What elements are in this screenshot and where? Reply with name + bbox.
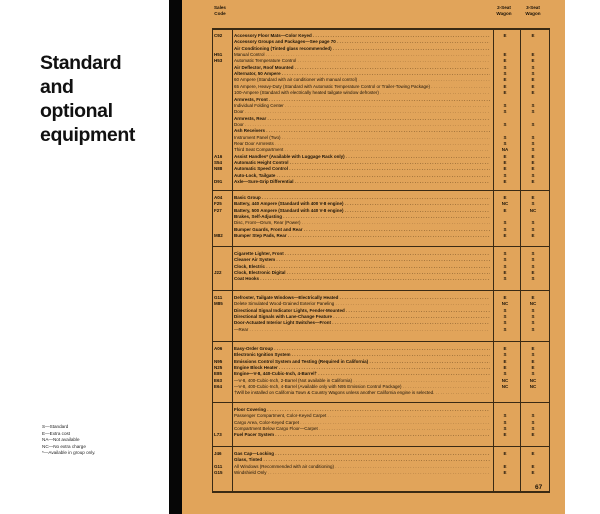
- equipment-description: Manual Control . . .: [234, 52, 490, 58]
- three-seat-availability: S: [531, 263, 535, 269]
- two-seat-availability: S: [503, 413, 507, 419]
- three-seat-availability: S: [531, 371, 535, 377]
- equipment-description: 100-Ampere (Standard with electrically heated tailgate window defroster) . . .: [234, 90, 490, 96]
- equipment-description: Delete Simulated Wood-Grained Exterior Paneling . . .: [234, 301, 490, 307]
- sales-code: E63: [214, 377, 223, 383]
- equipment-description: Axle—Sure-Grip Differential . . .: [234, 179, 490, 185]
- black-margin-bar: [169, 0, 182, 514]
- two-seat-availability: E: [503, 160, 507, 165]
- three-seat-availability: S: [531, 352, 535, 358]
- table-row: [182, 346, 565, 352]
- three-seat-availability: E: [531, 77, 535, 83]
- two-seat-availability: S: [503, 134, 507, 140]
- sales-code: F25: [214, 201, 222, 207]
- table-row: [182, 432, 565, 438]
- two-seat-availability: E: [503, 83, 507, 89]
- three-seat-availability: NC: [529, 301, 537, 307]
- sales-code: H51: [214, 52, 223, 58]
- sales-code: L73: [214, 432, 222, 438]
- two-seat-availability: NC: [501, 301, 509, 307]
- two-seat-availability: E: [503, 470, 507, 476]
- two-seat-availability: E: [503, 270, 507, 276]
- table-row: [182, 195, 565, 201]
- sales-code: A16: [214, 153, 223, 159]
- table-row: [182, 457, 565, 463]
- three-seat-availability: E: [531, 83, 535, 89]
- table-row: [182, 378, 565, 384]
- table-row: [182, 65, 565, 71]
- two-seat-availability: E: [503, 153, 507, 159]
- three-seat-availability: S: [531, 71, 535, 77]
- table-row: [182, 314, 565, 320]
- three-seat-availability: E: [531, 52, 535, 58]
- three-seat-availability: E: [531, 58, 535, 64]
- equipment-description: Fuel Pacer System . . .: [234, 432, 490, 438]
- sales-code: C92: [214, 33, 223, 38]
- equipment-description: Armrests, Rear . . .: [234, 116, 490, 122]
- table-row: [182, 46, 565, 52]
- legend-item: NA—Not available: [42, 437, 80, 443]
- table-row: [182, 109, 565, 115]
- two-seat-availability: E: [503, 463, 507, 469]
- three-seat-availability: E: [531, 166, 535, 172]
- table-row: [182, 116, 565, 122]
- three-seat-availability: S: [531, 102, 535, 108]
- three-seat-availability: S: [531, 326, 535, 332]
- table-row: [182, 464, 565, 470]
- two-seat-availability: E: [503, 77, 507, 83]
- equipment-description: Engine—V-8, 440-Cubic-Inch, 4-Barrel† . . .: [234, 371, 490, 377]
- table-row: [182, 58, 565, 64]
- table-row: [182, 407, 565, 413]
- equipment-description: Automatic Temperature Control . . .: [234, 58, 490, 64]
- two-seat-availability: S: [503, 307, 507, 313]
- two-seat-availability: S: [503, 371, 507, 377]
- page-title: [40, 51, 168, 147]
- equipment-description: Instrument Panel (Two) . . .: [234, 135, 490, 141]
- title-line: equipment: [40, 124, 135, 146]
- equipment-description: Emissions Control System and Testing (Required in California) . . .: [234, 359, 490, 365]
- table-row: [182, 276, 565, 282]
- table-row: [182, 166, 565, 172]
- equipment-description: Alternator, 50 Ampere . . .: [234, 71, 490, 77]
- sales-code: E64: [214, 384, 223, 390]
- two-seat-availability: S: [503, 426, 507, 432]
- page-number: 67: [535, 484, 543, 491]
- sales-code: N88: [214, 166, 223, 172]
- legend-item: NC—No extra charge: [42, 443, 86, 449]
- equipment-description: Battery, 440 Ampere (Standard with 400 V-8 engine) . . .: [234, 201, 490, 207]
- equipment-description: —V-8, 400-Cubic-Inch, 4-Barrel (Available only with N95 Emission Control Package) . . .: [234, 384, 490, 390]
- equipment-description: †Will be installed on California Town & Country Wagons unless another California engine is selected. . . .: [234, 390, 490, 396]
- three-seat-availability: S: [531, 226, 535, 232]
- three-seat-availability: E: [531, 295, 535, 300]
- legend-item: E—Extra cost: [42, 430, 71, 436]
- two-seat-availability: S: [503, 251, 507, 256]
- two-seat-availability: NC: [501, 201, 509, 207]
- equipment-description: Rear Door Armrests . . .: [234, 141, 490, 147]
- three-seat-availability: NC: [529, 377, 537, 383]
- equipment-description: Engine Block Heater . . .: [234, 365, 490, 371]
- two-seat-availability: S: [503, 121, 507, 127]
- equipment-description: —V-8, 400-Cubic-Inch, 2-Barrel (Not available in California) . . .: [234, 378, 490, 384]
- three-seat-availability: E: [531, 33, 535, 38]
- three-seat-availability: S: [531, 172, 535, 178]
- table-row: [182, 71, 565, 77]
- three-seat-availability: S: [531, 413, 535, 419]
- equipment-description: Windshield Only . . .: [234, 470, 490, 476]
- table-row: [182, 90, 565, 96]
- table-row: [182, 233, 565, 239]
- table-row: [182, 420, 565, 426]
- equipment-description: Defroster, Tailgate Windows—Electrically Heated . . .: [234, 295, 490, 301]
- two-seat-availability: E: [503, 166, 507, 172]
- table-row: [182, 352, 565, 358]
- sales-code: A06: [214, 346, 223, 351]
- sales-code: M85: [214, 301, 223, 307]
- two-seat-availability: E: [503, 432, 507, 438]
- equipment-description: 65 Ampere, Heavy-Duty (Standard with Automatic Temperature Control or Trailer-Towing Package) . . .: [234, 84, 490, 90]
- two-seat-availability: NC: [501, 377, 509, 383]
- equipment-description: Basic Group . . .: [234, 195, 490, 201]
- table-row: [182, 154, 565, 160]
- table-row: [182, 365, 565, 371]
- equipment-description: Air Conditioning (Tinted glass recommended) . . .: [234, 46, 490, 52]
- two-seat-availability: NC: [501, 384, 509, 390]
- two-seat-availability: E: [503, 346, 507, 351]
- two-seat-availability: E: [503, 233, 507, 239]
- equipment-description: Brakes, Self-Adjusting . . .: [234, 214, 490, 220]
- sales-code: G11: [214, 463, 223, 469]
- table-row: [182, 52, 565, 58]
- table-row: [182, 122, 565, 128]
- table-row: [182, 141, 565, 147]
- table-row: [182, 173, 565, 179]
- equipment-description: Easy-Order Group . . .: [234, 346, 490, 352]
- two-seat-availability: S: [503, 320, 507, 326]
- three-seat-availability: S: [531, 121, 535, 127]
- three-seat-availability: E: [531, 358, 535, 364]
- two-seat-availability: NA: [501, 147, 509, 153]
- equipment-description: Compartment Below Cargo Floor—Carpet . . .: [234, 426, 490, 432]
- table-row: [182, 320, 565, 326]
- table-row: [182, 160, 565, 166]
- equipment-description: Third Seat Compartment . . .: [234, 147, 490, 153]
- sales-code: N95: [214, 358, 223, 364]
- two-seat-availability: S: [503, 352, 507, 358]
- two-seat-availability: E: [503, 90, 507, 96]
- table-row: [182, 179, 565, 185]
- three-seat-availability: E: [531, 346, 535, 351]
- sales-code: G15: [214, 470, 223, 476]
- two-seat-availability: E: [503, 207, 507, 213]
- three-seat-availability: S: [531, 257, 535, 263]
- two-seat-availability: S: [503, 276, 507, 282]
- table-row: [182, 451, 565, 457]
- sales-code: J46: [214, 451, 222, 456]
- three-seat-availability: NC: [529, 384, 537, 390]
- equipment-description: Ash Receivers . . .: [234, 128, 490, 134]
- three-seat-availability: E: [531, 432, 535, 438]
- table-row: [182, 147, 565, 153]
- three-seat-availability: NC: [529, 207, 537, 213]
- equipment-description: Armrests, Front . . .: [234, 97, 490, 103]
- table-row: [182, 264, 565, 270]
- legend-item: S—Standard: [42, 424, 69, 429]
- two-seat-availability: E: [503, 58, 507, 64]
- table-row: [182, 384, 565, 390]
- equipment-description: Bumper Step Pads, Rear . . .: [234, 233, 490, 239]
- table-row: [182, 84, 565, 90]
- two-seat-availability: S: [503, 257, 507, 263]
- three-seat-availability: S: [531, 426, 535, 432]
- sales-code: M82: [214, 233, 223, 239]
- equipment-description: Cleaner Air System . . .: [234, 257, 490, 263]
- two-seat-availability: S: [503, 326, 507, 332]
- sales-code: D91: [214, 179, 223, 185]
- three-seat-availability: S: [531, 320, 535, 326]
- three-seat-availability: S: [531, 276, 535, 282]
- three-seat-availability: S: [531, 147, 535, 153]
- two-seat-availability: E: [503, 358, 507, 364]
- title-line: optional: [40, 100, 113, 122]
- table-row: [182, 201, 565, 207]
- equipment-description: All Windows (Recommended with air conditioning) . . .: [234, 464, 490, 470]
- two-seat-availability: S: [503, 140, 507, 146]
- header-3-seat-wagon: 3-Seat Wagon: [525, 5, 541, 16]
- two-seat-availability: S: [503, 226, 507, 232]
- two-seat-availability: E: [503, 52, 507, 58]
- table-row: [182, 128, 565, 134]
- header-2-seat-wagon: 2-Seat Wagon: [496, 5, 512, 16]
- two-seat-availability: E: [503, 295, 507, 300]
- two-seat-availability: S: [503, 419, 507, 425]
- equipment-panel: [182, 0, 565, 514]
- equipment-description: Accessory Floor Mats—Color Keyed . . .: [234, 33, 490, 39]
- three-seat-availability: E: [531, 233, 535, 239]
- equipment-description: Individual Folding Center . . .: [234, 103, 490, 109]
- equipment-description: Clock, Electronic Digital . . .: [234, 270, 490, 276]
- two-seat-availability: S: [503, 109, 507, 115]
- table-row: [182, 33, 565, 39]
- equipment-description: Floor Covering . . .: [234, 407, 490, 413]
- sales-code: H53: [214, 58, 223, 64]
- three-seat-availability: S: [531, 64, 535, 70]
- two-seat-availability: E: [503, 195, 507, 200]
- equipment-description: Air Deflector, Roof Mounted . . .: [234, 65, 490, 71]
- equipment-description: 60 Ampere (Standard with air conditioner with manual control) . . .: [234, 77, 490, 83]
- equipment-description: Automatic Speed Control . . .: [234, 166, 490, 172]
- equipment-description: Bumper Guards, Front and Rear . . .: [234, 227, 490, 233]
- two-seat-availability: E: [503, 365, 507, 371]
- equipment-description: Directional Signal Indicator Lights, Fender-Mounted . . .: [234, 308, 490, 314]
- three-seat-availability: S: [531, 220, 535, 226]
- equipment-description: Auto-Lock, Tailgate . . .: [234, 173, 490, 179]
- table-row: [182, 77, 565, 83]
- table-row: [182, 359, 565, 365]
- table-row: [182, 270, 565, 276]
- table-row: [182, 97, 565, 103]
- three-seat-availability: S: [531, 307, 535, 313]
- three-seat-availability: E: [531, 179, 535, 185]
- table-row: [182, 390, 565, 396]
- equipment-description: Passenger Compartment, Color-Keyed Carpet . . .: [234, 413, 490, 419]
- three-seat-availability: S: [531, 314, 535, 320]
- table-row: [182, 257, 565, 263]
- sales-code: A04: [214, 195, 223, 200]
- table-row: [182, 39, 565, 45]
- table-row: [182, 371, 565, 377]
- three-seat-availability: E: [531, 451, 535, 456]
- equipment-table: [182, 0, 565, 514]
- equipment-description: Door . . .: [234, 109, 490, 115]
- legend: [42, 424, 162, 457]
- equipment-description: Clock, Electric . . .: [234, 264, 490, 270]
- three-seat-availability: S: [531, 109, 535, 115]
- sales-code: E85: [214, 371, 223, 377]
- equipment-description: Directional Signals with Lane-Change Feature . . .: [234, 314, 490, 320]
- three-seat-availability: E: [531, 160, 535, 165]
- two-seat-availability: S: [503, 220, 507, 226]
- table-row: [182, 327, 565, 333]
- equipment-description: Accessory Groups and Packages—See page 70 . . .: [234, 39, 490, 45]
- two-seat-availability: E: [503, 451, 507, 456]
- three-seat-availability: E: [531, 153, 535, 159]
- equipment-description: Cigarette Lighter, Front . . .: [234, 251, 490, 257]
- two-seat-availability: S: [503, 314, 507, 320]
- three-seat-availability: E: [531, 365, 535, 371]
- equipment-description: Disc, Front—Drum, Rear (Power) . . .: [234, 220, 490, 226]
- two-seat-availability: S: [503, 263, 507, 269]
- table-row: [182, 470, 565, 476]
- two-seat-availability: S: [503, 64, 507, 70]
- table-row: [182, 426, 565, 432]
- table-row: [182, 251, 565, 257]
- sales-code: S54: [214, 160, 223, 165]
- equipment-description: —Rear . . .: [234, 327, 490, 333]
- equipment-description: Electronic Ignition System . . .: [234, 352, 490, 358]
- three-seat-availability: S: [531, 134, 535, 140]
- two-seat-availability: S: [503, 71, 507, 77]
- table-row: [182, 301, 565, 307]
- sales-code: F27: [214, 207, 222, 213]
- sales-code: G11: [214, 295, 223, 300]
- table-row: [182, 135, 565, 141]
- table-row: [182, 295, 565, 301]
- sales-code: J22: [214, 270, 222, 276]
- table-row: [182, 103, 565, 109]
- table-row: [182, 413, 565, 419]
- table-row: [182, 214, 565, 220]
- two-seat-availability: E: [503, 33, 507, 38]
- table-row: [182, 208, 565, 214]
- table-row: [182, 220, 565, 226]
- sales-code: N25: [214, 365, 223, 371]
- three-seat-availability: S: [531, 419, 535, 425]
- equipment-description: Coat Hooks . . .: [234, 276, 490, 282]
- three-seat-availability: E: [531, 90, 535, 96]
- equipment-description: Door-Actuated Interior Light Switches—Front . . .: [234, 320, 490, 326]
- equipment-description: Cargo Area, Color-Keyed Carpet . . .: [234, 420, 490, 426]
- three-seat-availability: E: [531, 270, 535, 276]
- two-seat-availability: S: [503, 172, 507, 178]
- three-seat-availability: S: [531, 251, 535, 256]
- table-row: [182, 308, 565, 314]
- three-seat-availability: S: [531, 140, 535, 146]
- three-seat-availability: E: [531, 463, 535, 469]
- equipment-description: Door . . .: [234, 122, 490, 128]
- title-line: and: [40, 76, 74, 98]
- equipment-description: Gas Cap—Locking . . .: [234, 451, 490, 457]
- equipment-description: Glass, Tinted . . .: [234, 457, 490, 463]
- three-seat-availability: S: [531, 201, 535, 207]
- equipment-description: Automatic Height Control . . .: [234, 160, 490, 166]
- two-seat-availability: S: [503, 102, 507, 108]
- legend-item: *—Available in group only.: [42, 450, 96, 456]
- three-seat-availability: E: [531, 195, 535, 200]
- two-seat-availability: E: [503, 179, 507, 185]
- header-sales-code: Sales Code: [213, 5, 226, 16]
- title-line: Standard: [40, 52, 122, 74]
- table-row: [182, 227, 565, 233]
- equipment-description: Battery, 500 Ampere (Standard with 440 V-8 engine) . . .: [234, 208, 490, 214]
- three-seat-availability: E: [531, 470, 535, 476]
- equipment-description: Assist Handles* (Available with Luggage Rack only) . . .: [234, 154, 490, 160]
